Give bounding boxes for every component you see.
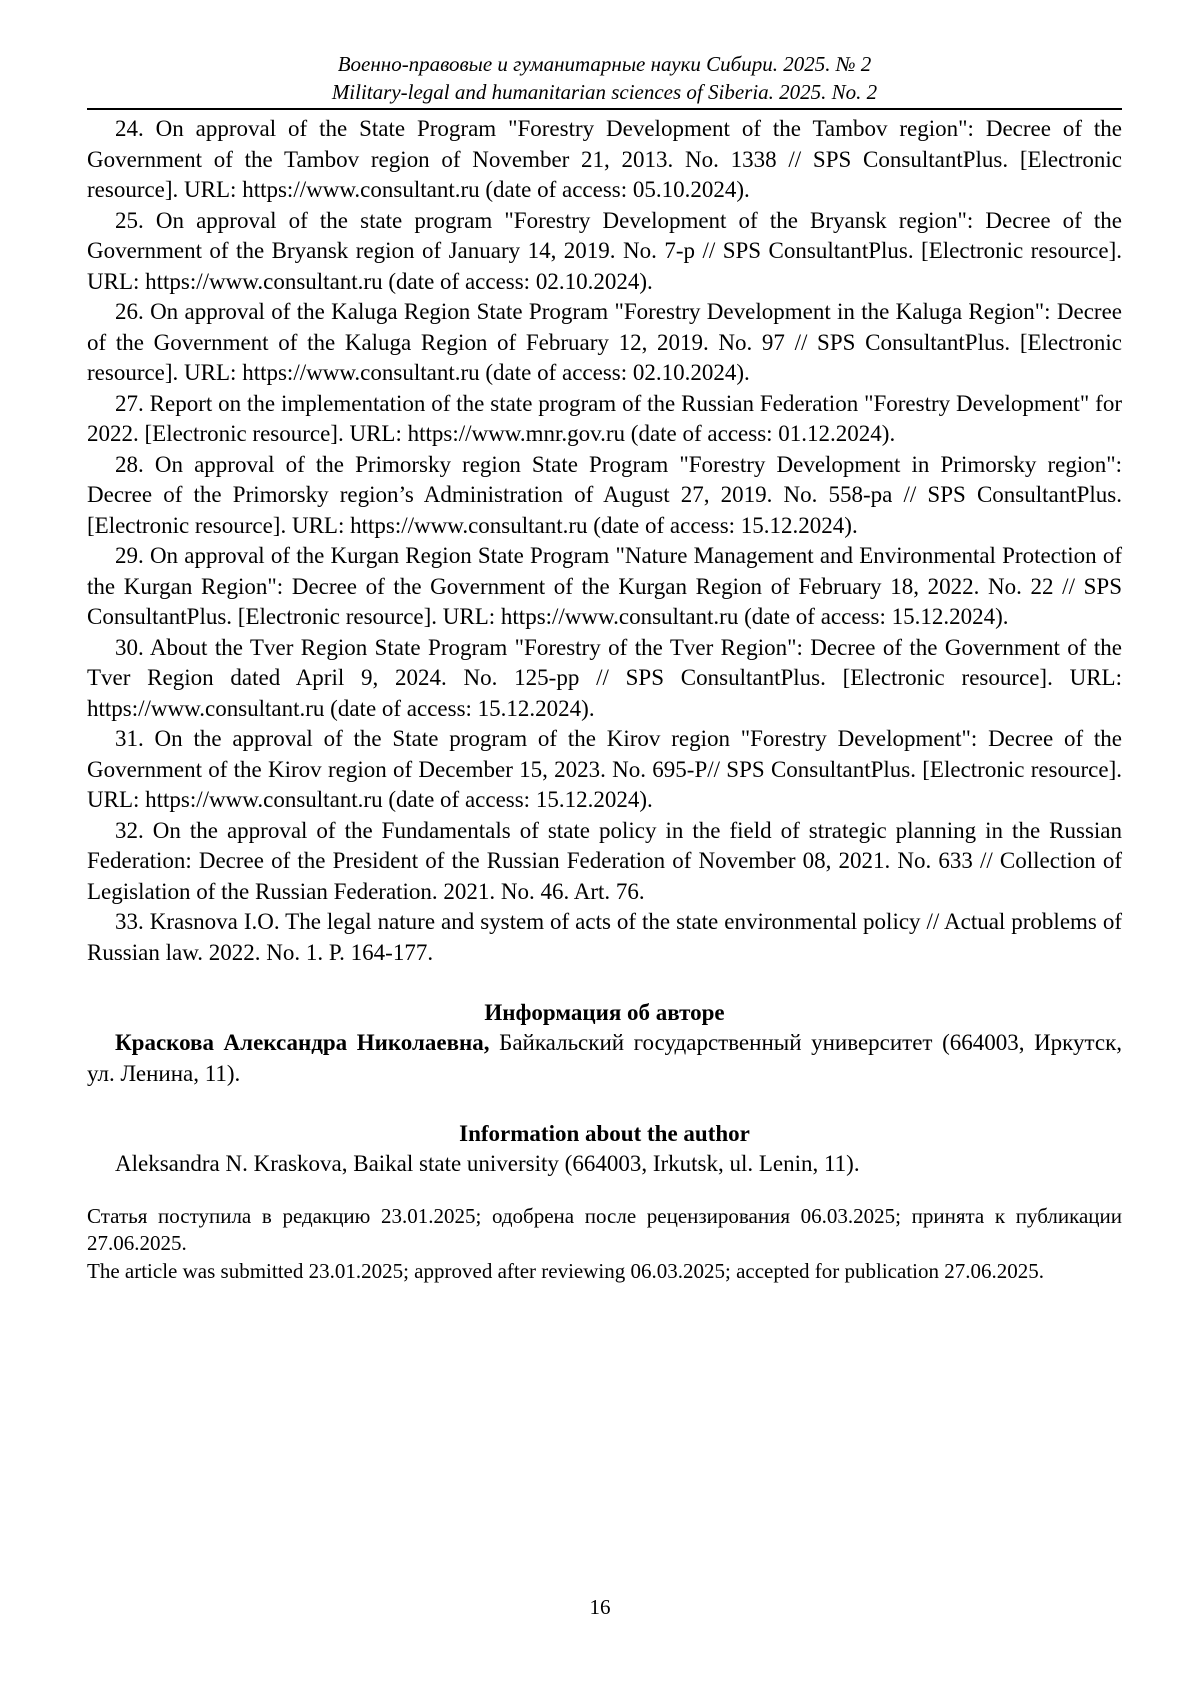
page-body [87,50,1122,1285]
author-info-ru [87,1028,1122,1089]
header-rule [87,108,1122,110]
reference-item [87,206,1122,298]
reference-number: 28. [115,451,144,477]
reference-item [87,389,1122,450]
reference-number: 32. [115,817,144,843]
reference-text: Krasnova I.O. The legal nature and system of acts of the state environmental policy // Actual problems of Russian law. 2022. No. 1. P. 164-177. [87,909,1123,965]
reference-item [87,450,1122,542]
reference-number: 26. [115,299,144,324]
reference-number: 33. [115,909,144,934]
article-dates-en: The article was submitted 23.01.2025; approved after reviewing 06.03.2025; accepted for publication 27.06.2025. [87,1258,1044,1283]
reference-text: On approval of the Kurgan Region State Program "Nature Management and Environmental Protection of the Kurgan Region": Decree of the Government of the Kurgan Region of February 18, 2022. No. 22 // SPS ConsultantPlus. [Electronic resource]. URL: https://www.consultant.ru (date of access: 15.12.2024). [87,543,1123,629]
page-number: 16 [589,1595,611,1619]
reference-item [87,724,1122,816]
article-dates-ru: Статья поступила в редакцию 23.01.2025; одобрена после рецензирования 06.03.2025; принята к публикации 27.06.2025. [87,1203,1122,1255]
reference-text: On the approval of the State program of the Kirov region "Forestry Development": Decree of the Government of the Kirov region of December 15, 2023. No. 695-P// SPS ConsultantPlus. [Electronic resource]. URL: https://www.consultant.ru (date of access: 15.12.2024). [87,726,1123,812]
author-info-en: Aleksandra N. Kraskova, Baikal state university (664003, Irkutsk, ul. Lenin, 11). [115,1151,860,1176]
author-affiliation-ru: Байкальский государственный университет (664003, Иркутск, ул. Ленина, 11). [87,1030,1122,1086]
journal-title-en: Military-legal and humanitarian sciences of Siberia. 2025. No. 2 [331,80,878,104]
article-dates [87,1203,1122,1286]
reference-text: On approval of the Primorsky region State Program "Forestry Development in Primorsky region": Decree of the Primorsky region’s Administration of August 27, 2019. No. 558-pa // SPS ConsultantPlus. [Electronic resource]. URL: https://www.consultant.ru (date of access: 15.12.2024). [87,451,1122,538]
reference-number: 25. [115,207,144,233]
reference-number: 24. [115,116,144,141]
running-header [87,50,1122,106]
author-name-ru: Краскова Александра Николаевна, [115,1030,490,1055]
reference-number: 30. [115,634,144,660]
reference-list [87,114,1122,968]
author-info-heading-en: Information about the author [459,1121,750,1146]
reference-item [87,907,1122,968]
reference-item [87,114,1122,206]
reference-text: On approval of the state program "Forestry Development of the Bryansk region": Decree of the Government of the Bryansk region of January 14, 2019. No. 7-p // SPS ConsultantPlus. [Electronic resource]. URL: https://www.consultant.ru (date of access: 02.10.2024). [87,207,1122,294]
reference-text: On the approval of the Fundamentals of state policy in the field of strategic planning in the Russian Federation: Decree of the President of the Russian Federation of November 08, 2021. No. 633 // Collection of Legislation of the Russian Federation. 2021. No. 46. Art. 76. [87,817,1122,904]
reference-text: Report on the implementation of the state program of the Russian Federation "Forestry Development" for 2022. [Electronic resource]. URL: https://www.mnr.gov.ru (date of access: 01.12.2024). [87,390,1122,446]
journal-title-ru: Военно-правовые и гуманитарные науки Сибири. 2025. № 2 [337,52,872,76]
reference-text: About the Tver Region State Program "Forestry of the Tver Region": Decree of the Government of the Tver Region dated April 9, 2024. No. 125-pp // SPS ConsultantPlus. [Electronic resource]. URL: https://www.consultant.ru (date of access: 15.12.2024). [87,634,1122,721]
reference-number: 31. [115,726,144,751]
reference-text: On approval of the State Program "Forestry Development of the Tambov region": Decree of the Government of the Tambov region of November 21, 2013. No. 1338 // SPS ConsultantPlus. [Electronic resource]. URL: https://www.consultant.ru (date of access: 05.10.2024). [87,116,1122,202]
reference-item [87,816,1122,908]
reference-number: 27. [115,390,144,416]
author-info-heading-ru: Информация об авторе [484,1000,725,1025]
reference-item [87,297,1122,389]
reference-item [87,541,1122,633]
reference-text: On approval of the Kaluga Region State Program "Forestry Development in the Kaluga Region": Decree of the Government of the Kaluga Region of February 12, 2019. No. 97 // SPS ConsultantPlus. [Electronic resource]. URL: https://www.consultant.ru (date of access: 02.10.2024). [87,299,1122,385]
reference-item [87,633,1122,725]
reference-number: 29. [115,543,144,568]
